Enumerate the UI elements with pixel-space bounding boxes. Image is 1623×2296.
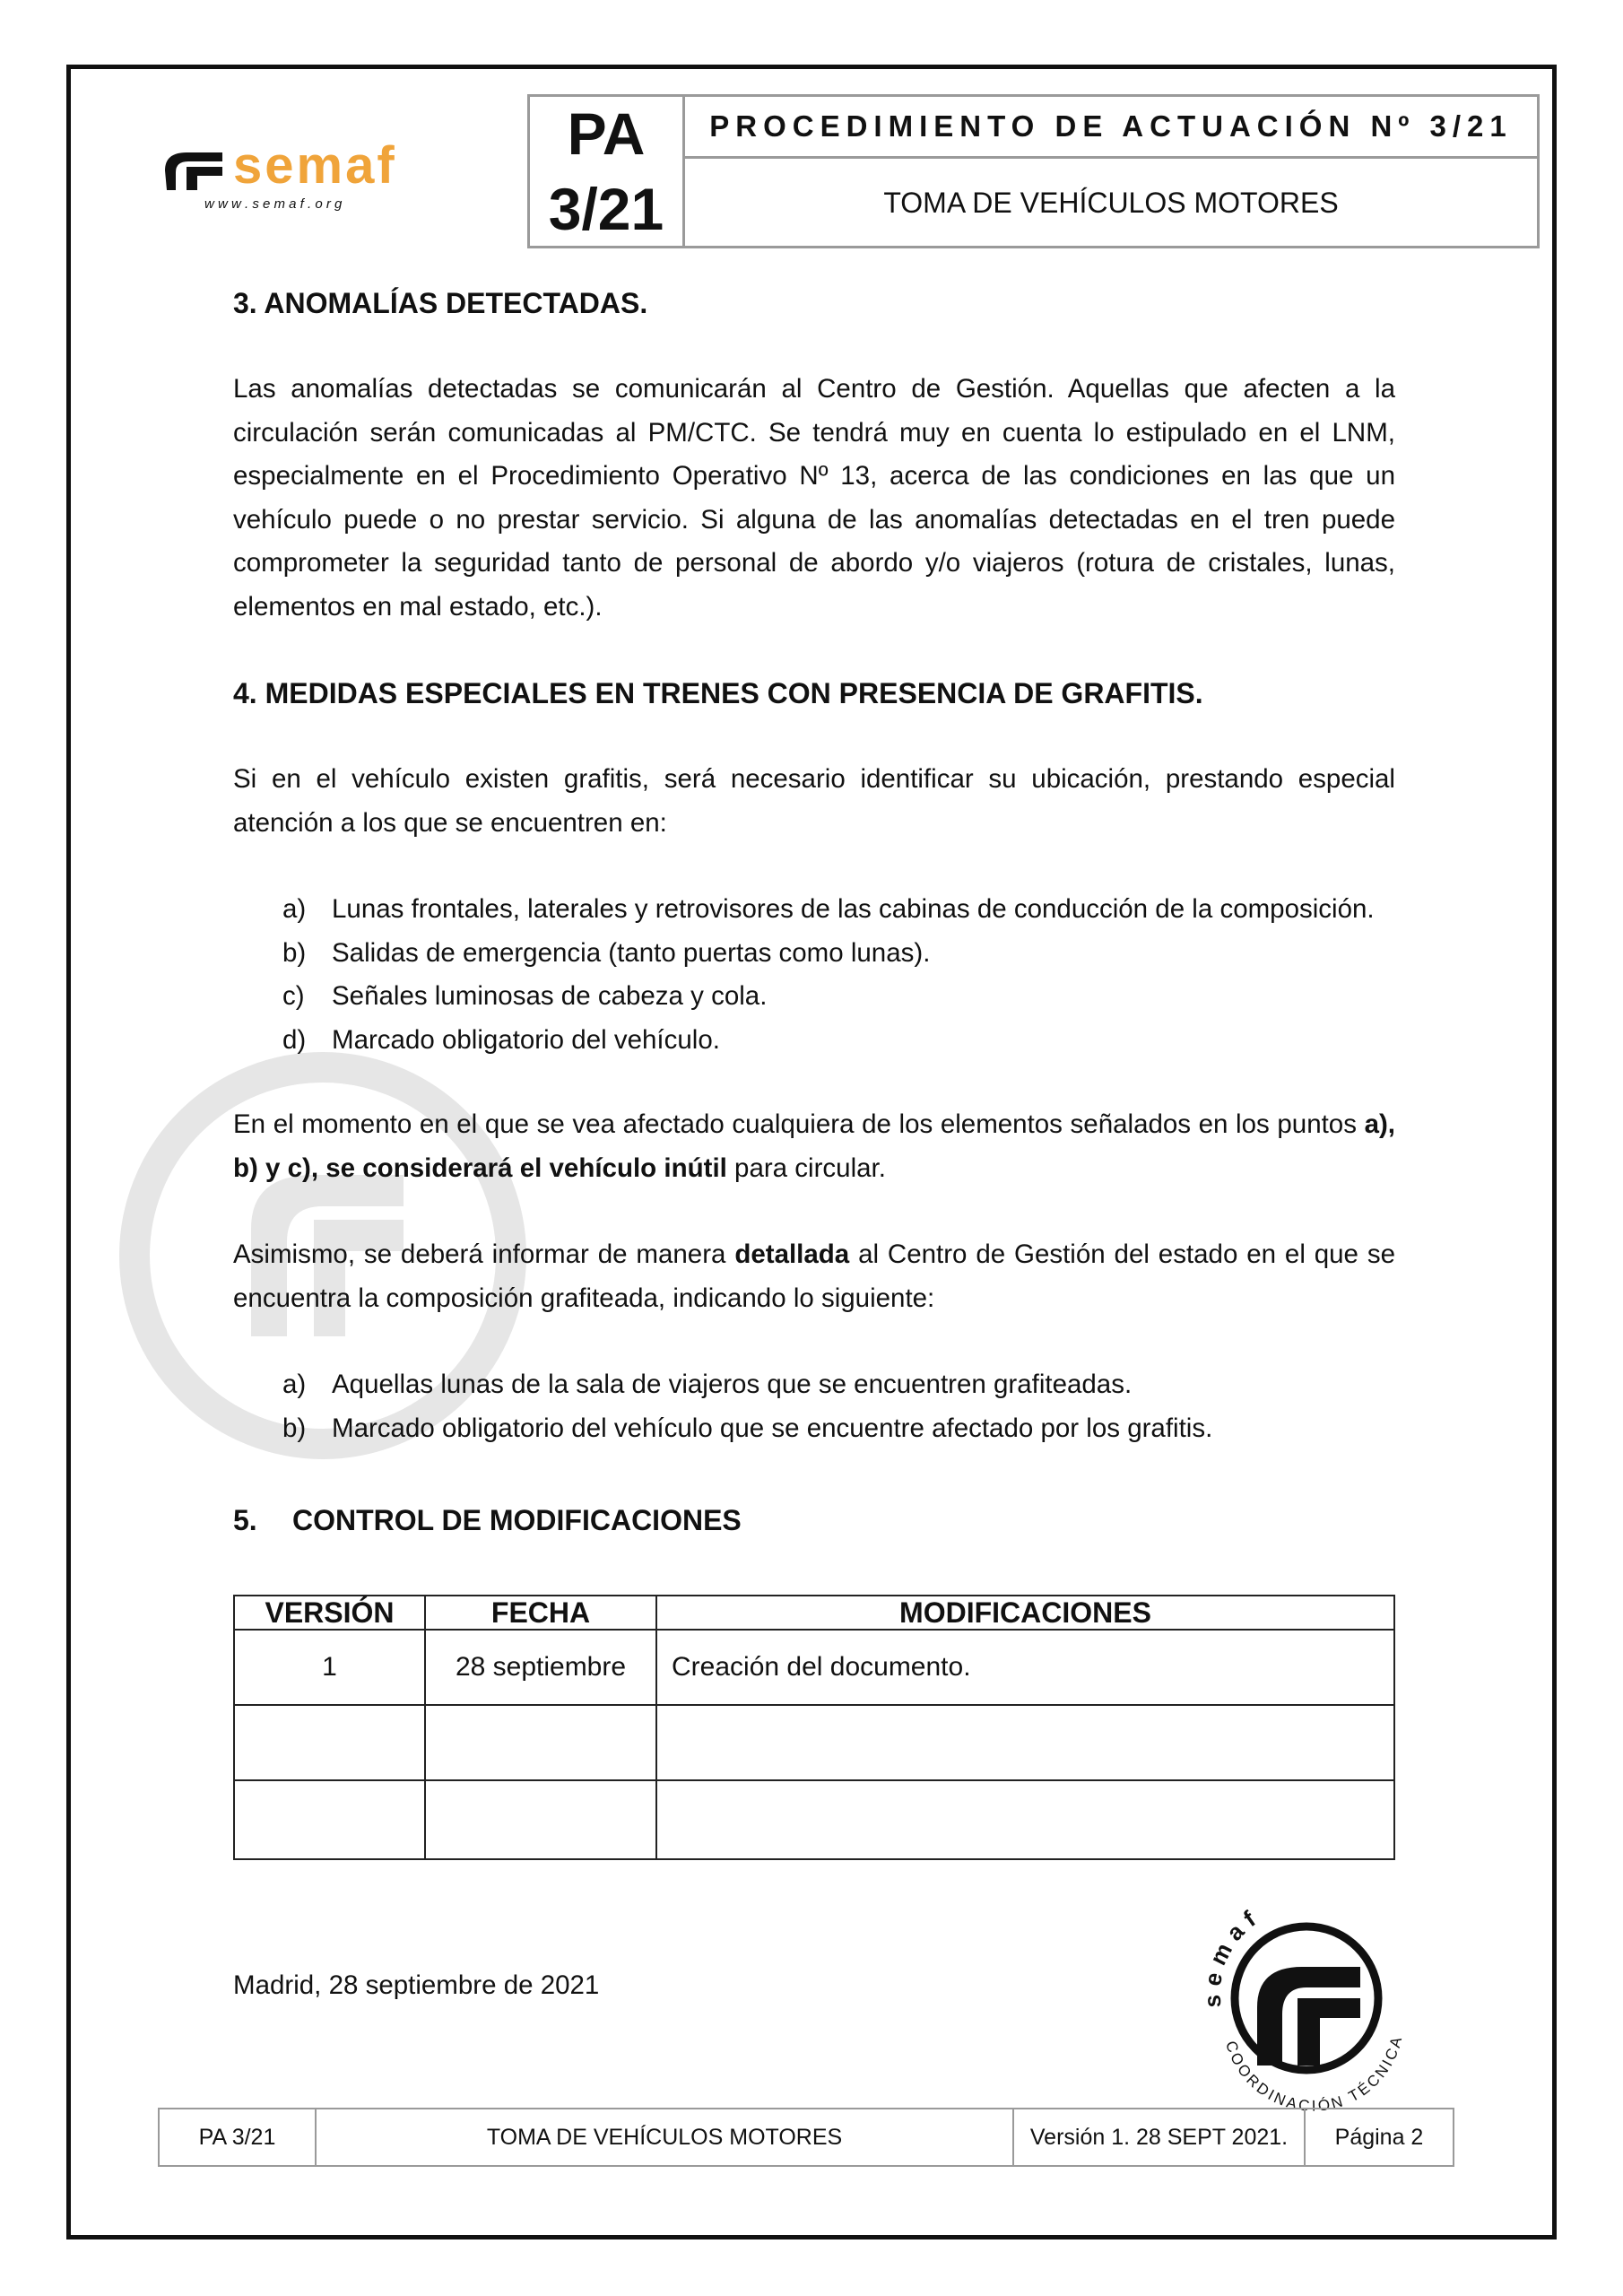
list-item-text: Lunas frontales, laterales y retrovisores de las cabinas de conducción de la composición. (332, 894, 1375, 924)
table-cell (425, 1705, 656, 1780)
footer-code: PA 3/21 (159, 2109, 316, 2166)
table-header-row (234, 1596, 1394, 1630)
section-4-paragraph-2 (233, 1103, 1395, 1190)
section-4-list-2 (282, 1363, 1212, 1450)
title-divider (685, 156, 1537, 159)
paragraph-bold-text: a), b) y c), se considerará el vehículo inútil (233, 1109, 1395, 1183)
semaf-logo (160, 144, 518, 215)
paragraph-text: al Centro de Gestión del estado en el que se encuentra la composición grafiteada, indicando lo siguiente: (233, 1239, 1395, 1313)
table-cell: 1 (234, 1630, 425, 1705)
table-cell (234, 1705, 425, 1780)
section-5-heading: CONTROL DE MODIFICACIONES (292, 1504, 742, 1536)
place-and-date: Madrid, 28 septiembre de 2021 (233, 1970, 600, 2000)
section-3-paragraph: Las anomalías detectadas se comunicarán al Centro de Gestión. Aquellas que afecten a la circulación serán comunicadas al PM/CTC. Se tendrá muy en cuenta lo estipulado en el LNM, especialmente en el Procedimiento Operativo Nº 13, acerca de las condiciones en las que un vehículo puede o no prestar servicio. Si alguna de las anomalías detectadas en el tren puede comprometer la seguridad tanto de personal de abordo y/o viajeros (rotura de cristales, lunas, elementos en mal estado, etc.). (233, 374, 1395, 622)
section-4-paragraph: Si en el vehículo existen grafitis, será necesario identificar su ubicación, prestando especial atención a los que se encuentren en: (233, 764, 1395, 838)
list-item (282, 1019, 1375, 1063)
stamp-top-text: semaf (1198, 1900, 1266, 2009)
stamp-bottom-text: COORDINACIÓN TÉCNICA (1221, 2032, 1406, 2115)
procedure-code-line2: 3/21 (548, 176, 664, 242)
list-marker: a) (282, 1370, 307, 1399)
list-item (282, 932, 1375, 976)
table-row (234, 1780, 1394, 1859)
modifications-table (233, 1595, 1395, 1860)
list-item (282, 1363, 1212, 1407)
list-item-text: Salidas de emergencia (tanto puertas como lunas). (332, 937, 931, 968)
procedure-code-line1: PA (567, 100, 646, 167)
semaf-logo-mark (165, 152, 222, 190)
table-cell: 28 septiembre (425, 1630, 656, 1705)
procedure-subtitle: TOMA DE VEHÍCULOS MOTORES (883, 187, 1339, 219)
column-header-version: VERSIÓN (234, 1596, 425, 1630)
paragraph-bold-text: detallada (734, 1239, 850, 1269)
column-header-date: FECHA (425, 1596, 656, 1630)
list-marker: d) (282, 1024, 307, 1055)
table-cell: Creación del documento. (656, 1630, 1394, 1705)
section-5-heading-number: 5. (233, 1504, 257, 1536)
section-4-heading: 4. MEDIDAS ESPECIALES EN TRENES CON PRESENCIA DE GRAFITIS. (233, 677, 1203, 709)
table-cell (656, 1705, 1394, 1780)
list-marker: a) (282, 894, 307, 924)
list-item-text: Marcado obligatorio del vehículo. (332, 1024, 720, 1055)
list-item (282, 1407, 1212, 1451)
paragraph-text: para circular. (726, 1152, 886, 1183)
procedure-title-box (682, 94, 1540, 248)
list-item-text: Aquellas lunas de la sala de viajeros que se encuentren grafiteadas. (332, 1370, 1133, 1399)
list-marker: b) (282, 1413, 307, 1443)
procedure-code-box (527, 94, 685, 248)
footer-version: Versión 1. 28 SEPT 2021. (1013, 2109, 1305, 2166)
list-item-text: Marcado obligatorio del vehículo que se encuentre afectado por los grafitis. (332, 1413, 1213, 1443)
semaf-logo-url: w w w . s e m a f . o r g (204, 196, 343, 212)
footer-title: TOMA DE VEHÍCULOS MOTORES (316, 2109, 1013, 2166)
table-cell (234, 1780, 425, 1859)
paragraph-text: En el momento en el que se vea afectado cualquiera de los elementos señalados en los puntos (233, 1109, 1365, 1139)
table-cell (656, 1780, 1394, 1859)
coordination-stamp (1185, 1873, 1428, 2115)
footer-row (159, 2109, 1454, 2166)
section-4-paragraph-3 (233, 1233, 1395, 1320)
list-item-text: Señales luminosas de cabeza y cola. (332, 981, 768, 1011)
list-marker: b) (282, 937, 307, 968)
paragraph-text: Asimismo, se deberá informar de manera (233, 1239, 735, 1269)
section-4-list (282, 888, 1375, 1062)
list-item (282, 888, 1375, 932)
page-footer (158, 2108, 1454, 2167)
footer-page-number: Página 2 (1305, 2109, 1454, 2166)
table-row (234, 1705, 1394, 1780)
procedure-title: PROCEDIMIENTO DE ACTUACIÓN Nº 3/21 (709, 109, 1513, 143)
table-row (234, 1630, 1394, 1705)
list-item (282, 975, 1375, 1019)
table-cell (425, 1780, 656, 1859)
column-header-modifications: MODIFICACIONES (656, 1596, 1394, 1630)
list-marker: c) (282, 981, 305, 1011)
semaf-logo-text: semaf (233, 144, 397, 195)
section-3-heading: 3. ANOMALÍAS DETECTADAS. (233, 287, 648, 319)
